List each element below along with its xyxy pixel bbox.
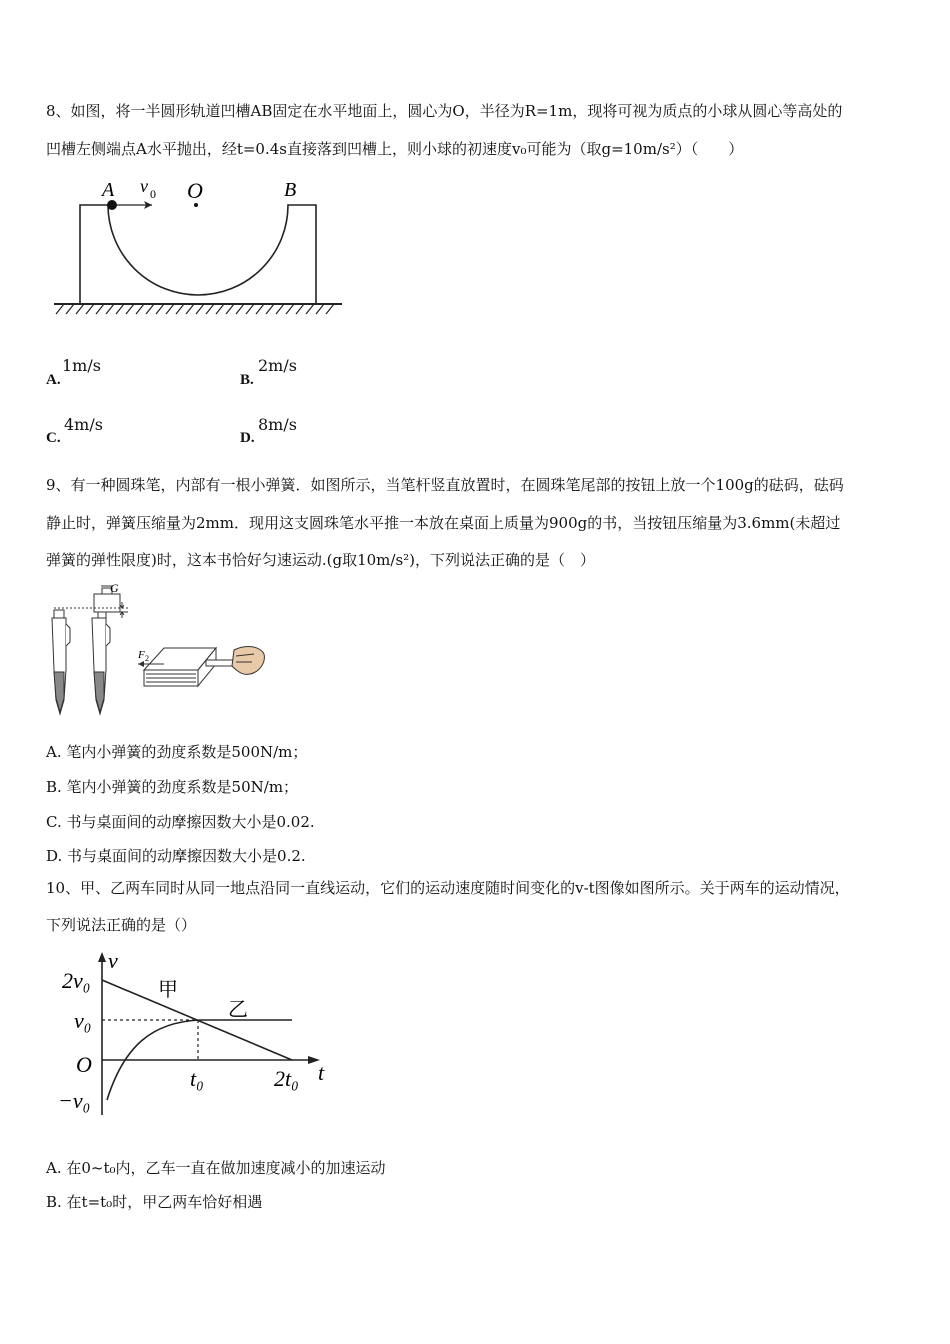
q8-option-c: C. xyxy=(46,430,61,446)
q10-text-line2: 下列说法正确的是（） xyxy=(46,916,197,934)
label-x-t0: t₀ xyxy=(190,1066,204,1091)
label-v0-sub: 0 xyxy=(150,187,156,201)
ball xyxy=(107,200,117,210)
label-series-yi: 乙 xyxy=(228,997,248,1021)
q8-option-a-value: 1m/s xyxy=(62,356,101,375)
label-G: G xyxy=(110,581,119,595)
q9-option-a: A. 笔内小弹簧的劲度系数是500N/m； xyxy=(46,743,308,761)
label-F-sub: 2 xyxy=(145,654,149,663)
q8-option-b-value: 2m/s xyxy=(258,356,297,375)
q10-text-line1: 10、甲、乙两车同时从同一地点沿同一直线运动，它们的运动速度随时间变化的v-t图像如图所示。关于两车的运动情况， xyxy=(46,879,850,897)
label-y-axis: v xyxy=(108,948,118,973)
label-x-2t0: 2t₀ xyxy=(274,1066,299,1091)
q8-option-a: A. xyxy=(46,372,61,388)
label-F: F xyxy=(138,649,145,661)
label-x-axis: t xyxy=(318,1060,325,1085)
label-origin: O xyxy=(76,1052,92,1077)
groove-block xyxy=(80,205,316,304)
ground-hatch xyxy=(56,304,334,314)
label-O: O xyxy=(187,178,203,203)
q9-option-c: C. 书与桌面间的动摩擦因数大小是0.02. xyxy=(46,813,315,831)
pen-left xyxy=(52,610,70,714)
label-y-mid: v₀ xyxy=(74,1008,92,1033)
q8-figure xyxy=(50,172,350,320)
label-v0: v xyxy=(140,176,148,196)
q9-option-d: D. 书与桌面间的动摩擦因数大小是0.2. xyxy=(46,847,306,865)
label-y-top: 2v₀ xyxy=(62,968,91,993)
q9-figure xyxy=(46,580,268,720)
q9-text-line1: 9、有一种圆珠笔，内部有一根小弹簧．如图所示，当笔杆竖直放置时，在圆珠笔尾部的按钮上放一个100g的砝码，砝码 xyxy=(46,476,844,494)
center-point xyxy=(194,203,198,207)
q10-vt-graph xyxy=(52,950,342,1120)
label-A: A xyxy=(102,179,115,201)
q8-option-c-value: 4m/s xyxy=(64,415,103,434)
q8-option-b: B. xyxy=(240,372,254,388)
q8-option-d: D. xyxy=(240,430,255,446)
q8-text-line1: 8、如图，将一半圆形轨道凹槽AB固定在水平地面上，圆心为O，半径为R=1m，现将可视为质点的小球从圆心等高处的 xyxy=(46,102,843,120)
label-B: B xyxy=(284,179,297,201)
q9-option-b: B. 笔内小弹簧的劲度系数是50N/m； xyxy=(46,778,299,796)
q8-text-line2: 凹槽左侧端点A水平抛出，经t=0.4s直接落到凹槽上，则小球的初速度v₀可能为（取g=10m/s²）（ ） xyxy=(46,140,744,158)
q9-text-line3: 弹簧的弹性限度)时，这本书恰好匀速运动.(g取10m/s²)，下列说法正确的是（ ） xyxy=(46,551,596,569)
q10-option-b: B. 在t=t₀时，甲乙两车恰好相遇 xyxy=(46,1193,263,1211)
book xyxy=(144,648,216,686)
label-y-neg: −v₀ xyxy=(58,1088,91,1113)
label-series-jia: 甲 xyxy=(158,977,178,1001)
q10-option-a: A. 在0~t₀内，乙车一直在做加速度减小的加速运动 xyxy=(46,1159,386,1177)
q8-option-d-value: 8m/s xyxy=(258,415,297,434)
q9-text-line2: 静止时，弹簧压缩量为2mm．现用这支圆珠笔水平推一本放在桌面上质量为900g的书，当按钮压缩量为3.6mm(未超过 xyxy=(46,514,841,532)
